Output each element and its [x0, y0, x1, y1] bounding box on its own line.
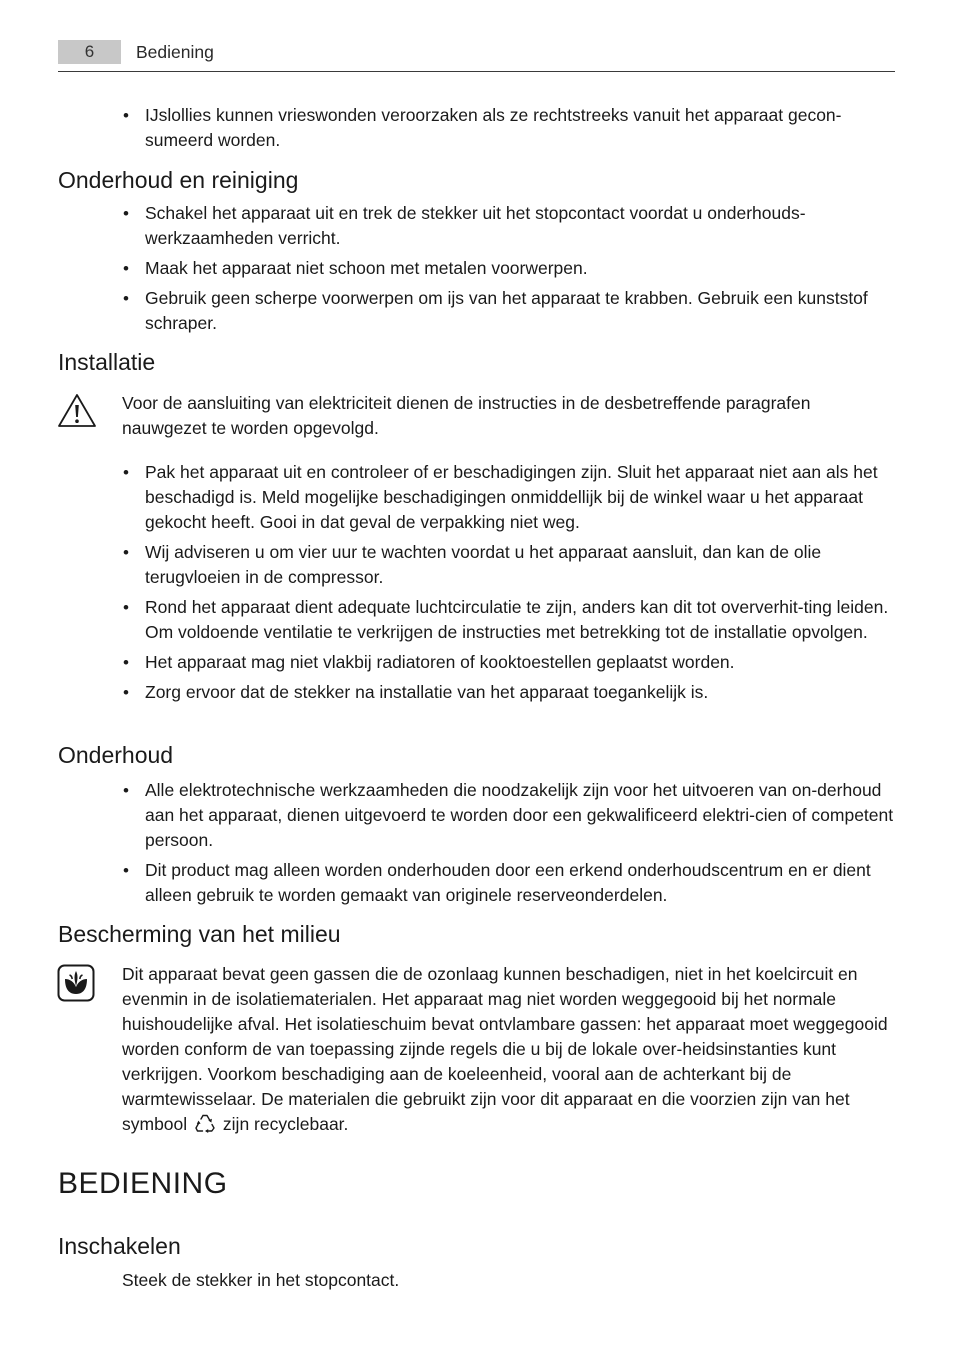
installatie-list: [122, 460, 897, 710]
list-item: • Rond het apparaat dient adequate luchtcirculatie te zijn, anders kan dit tot oververhit-ting leiden. Om voldoende ventilatie te verkrijgen de instructies met betrekking tot de installatie opvolgen.: [122, 595, 897, 645]
recycle-icon: [194, 1113, 216, 1133]
heading-onderhoud-reiniging: Onderhoud en reiniging: [58, 167, 299, 193]
list-item: • Zorg ervoor dat de stekker na installatie van het apparaat toegankelijk is.: [122, 680, 897, 705]
header-section-title: Bediening: [136, 42, 214, 62]
list-item: • Alle elektrotechnische werkzaamheden die noodzakelijk zijn voor het uitvoeren van on-derhoud aan het apparaat, dienen uitgevoerd te worden door een gekwalificeerd elektri-cien of competent persoon.: [122, 778, 897, 853]
list-item: • Het apparaat mag niet vlakbij radiatoren of kooktoestellen geplaatst worden.: [122, 650, 897, 675]
list-item: • Pak het apparaat uit en controleer of er beschadigingen zijn. Sluit het apparaat niet aan als het beschadigd is. Meld mogelijke beschadigingen onmiddellijk bij de winkel waar u het apparaat gekocht heeft. Gooi in dat geval de verpakking niet weg.: [122, 460, 897, 535]
page-header: [58, 40, 895, 72]
warning-triangle-icon: [57, 393, 97, 429]
list-item: • IJslollies kunnen vrieswonden veroorzaken als ze rechtstreeks vanuit het apparaat gecon-sumeerd worden.: [122, 103, 897, 153]
onderhoud-list: [122, 778, 897, 913]
heading-installatie: Installatie: [58, 349, 156, 375]
list-item: • Wij adviseren u om vier uur te wachten voordat u het apparaat aansluit, dan kan de olie terugvloeien in de compressor.: [122, 540, 897, 590]
inschakelen-text: Steek de stekker in het stopcontact.: [122, 1270, 400, 1290]
list-item: • Gebruik geen scherpe voorwerpen om ijs van het apparaat te krabben. Gebruik een kunststof schraper.: [122, 286, 897, 336]
page-number: 6: [58, 40, 121, 64]
list-item: • Schakel het apparaat uit en trek de stekker uit het stopcontact voordat u onderhouds-werkzaamheden verricht.: [122, 201, 897, 251]
list-item: • Maak het apparaat niet schoon met metalen voorwerpen.: [122, 256, 897, 281]
onderhoud-reiniging-list: [122, 201, 897, 341]
milieu-text-end: zijn recyclebaar.: [222, 1114, 349, 1134]
heading-milieu: Bescherming van het milieu: [58, 921, 341, 947]
list-item: • Dit product mag alleen worden onderhouden door een erkend onderhoudscentrum en er dient alleen gebruik te worden gemaakt van originele reserveonderdelen.: [122, 858, 897, 908]
heading-inschakelen: Inschakelen: [58, 1233, 181, 1259]
milieu-text-main: Dit apparaat bevat geen gassen die de ozonlaag kunnen beschadigen, niet in het koelcircuit en evenmin in de isolatiematerialen. Het apparaat mag niet worden weggegooid bij het normale huishoudelijke afval. Het isolatieschuim bevat ontvlambare gassen: het apparaat moet weggegooid worden conform de van toepassing zijnde regels die u bij de lokale over-heidsinstanties kunt verkrijgen. Voorkom beschadiging aan de koeleenheid, vooral aan de achterkant bij de warmtewisselaar. De materialen die gebruikt zijn voor dit apparaat en die voorzien zijn van het symbool: [122, 964, 888, 1134]
intro-bullet-list: [122, 103, 897, 158]
milieu-text: [122, 962, 897, 1137]
chapter-title-bediening: BEDIENING: [58, 1167, 228, 1200]
installatie-warning-text: Voor de aansluiting van elektriciteit dienen de instructies in de desbetreffende paragrafen nauwgezet te worden opgevolgd.: [122, 393, 811, 438]
environment-leaf-icon: [57, 964, 95, 1002]
heading-onderhoud: Onderhoud: [58, 742, 174, 768]
